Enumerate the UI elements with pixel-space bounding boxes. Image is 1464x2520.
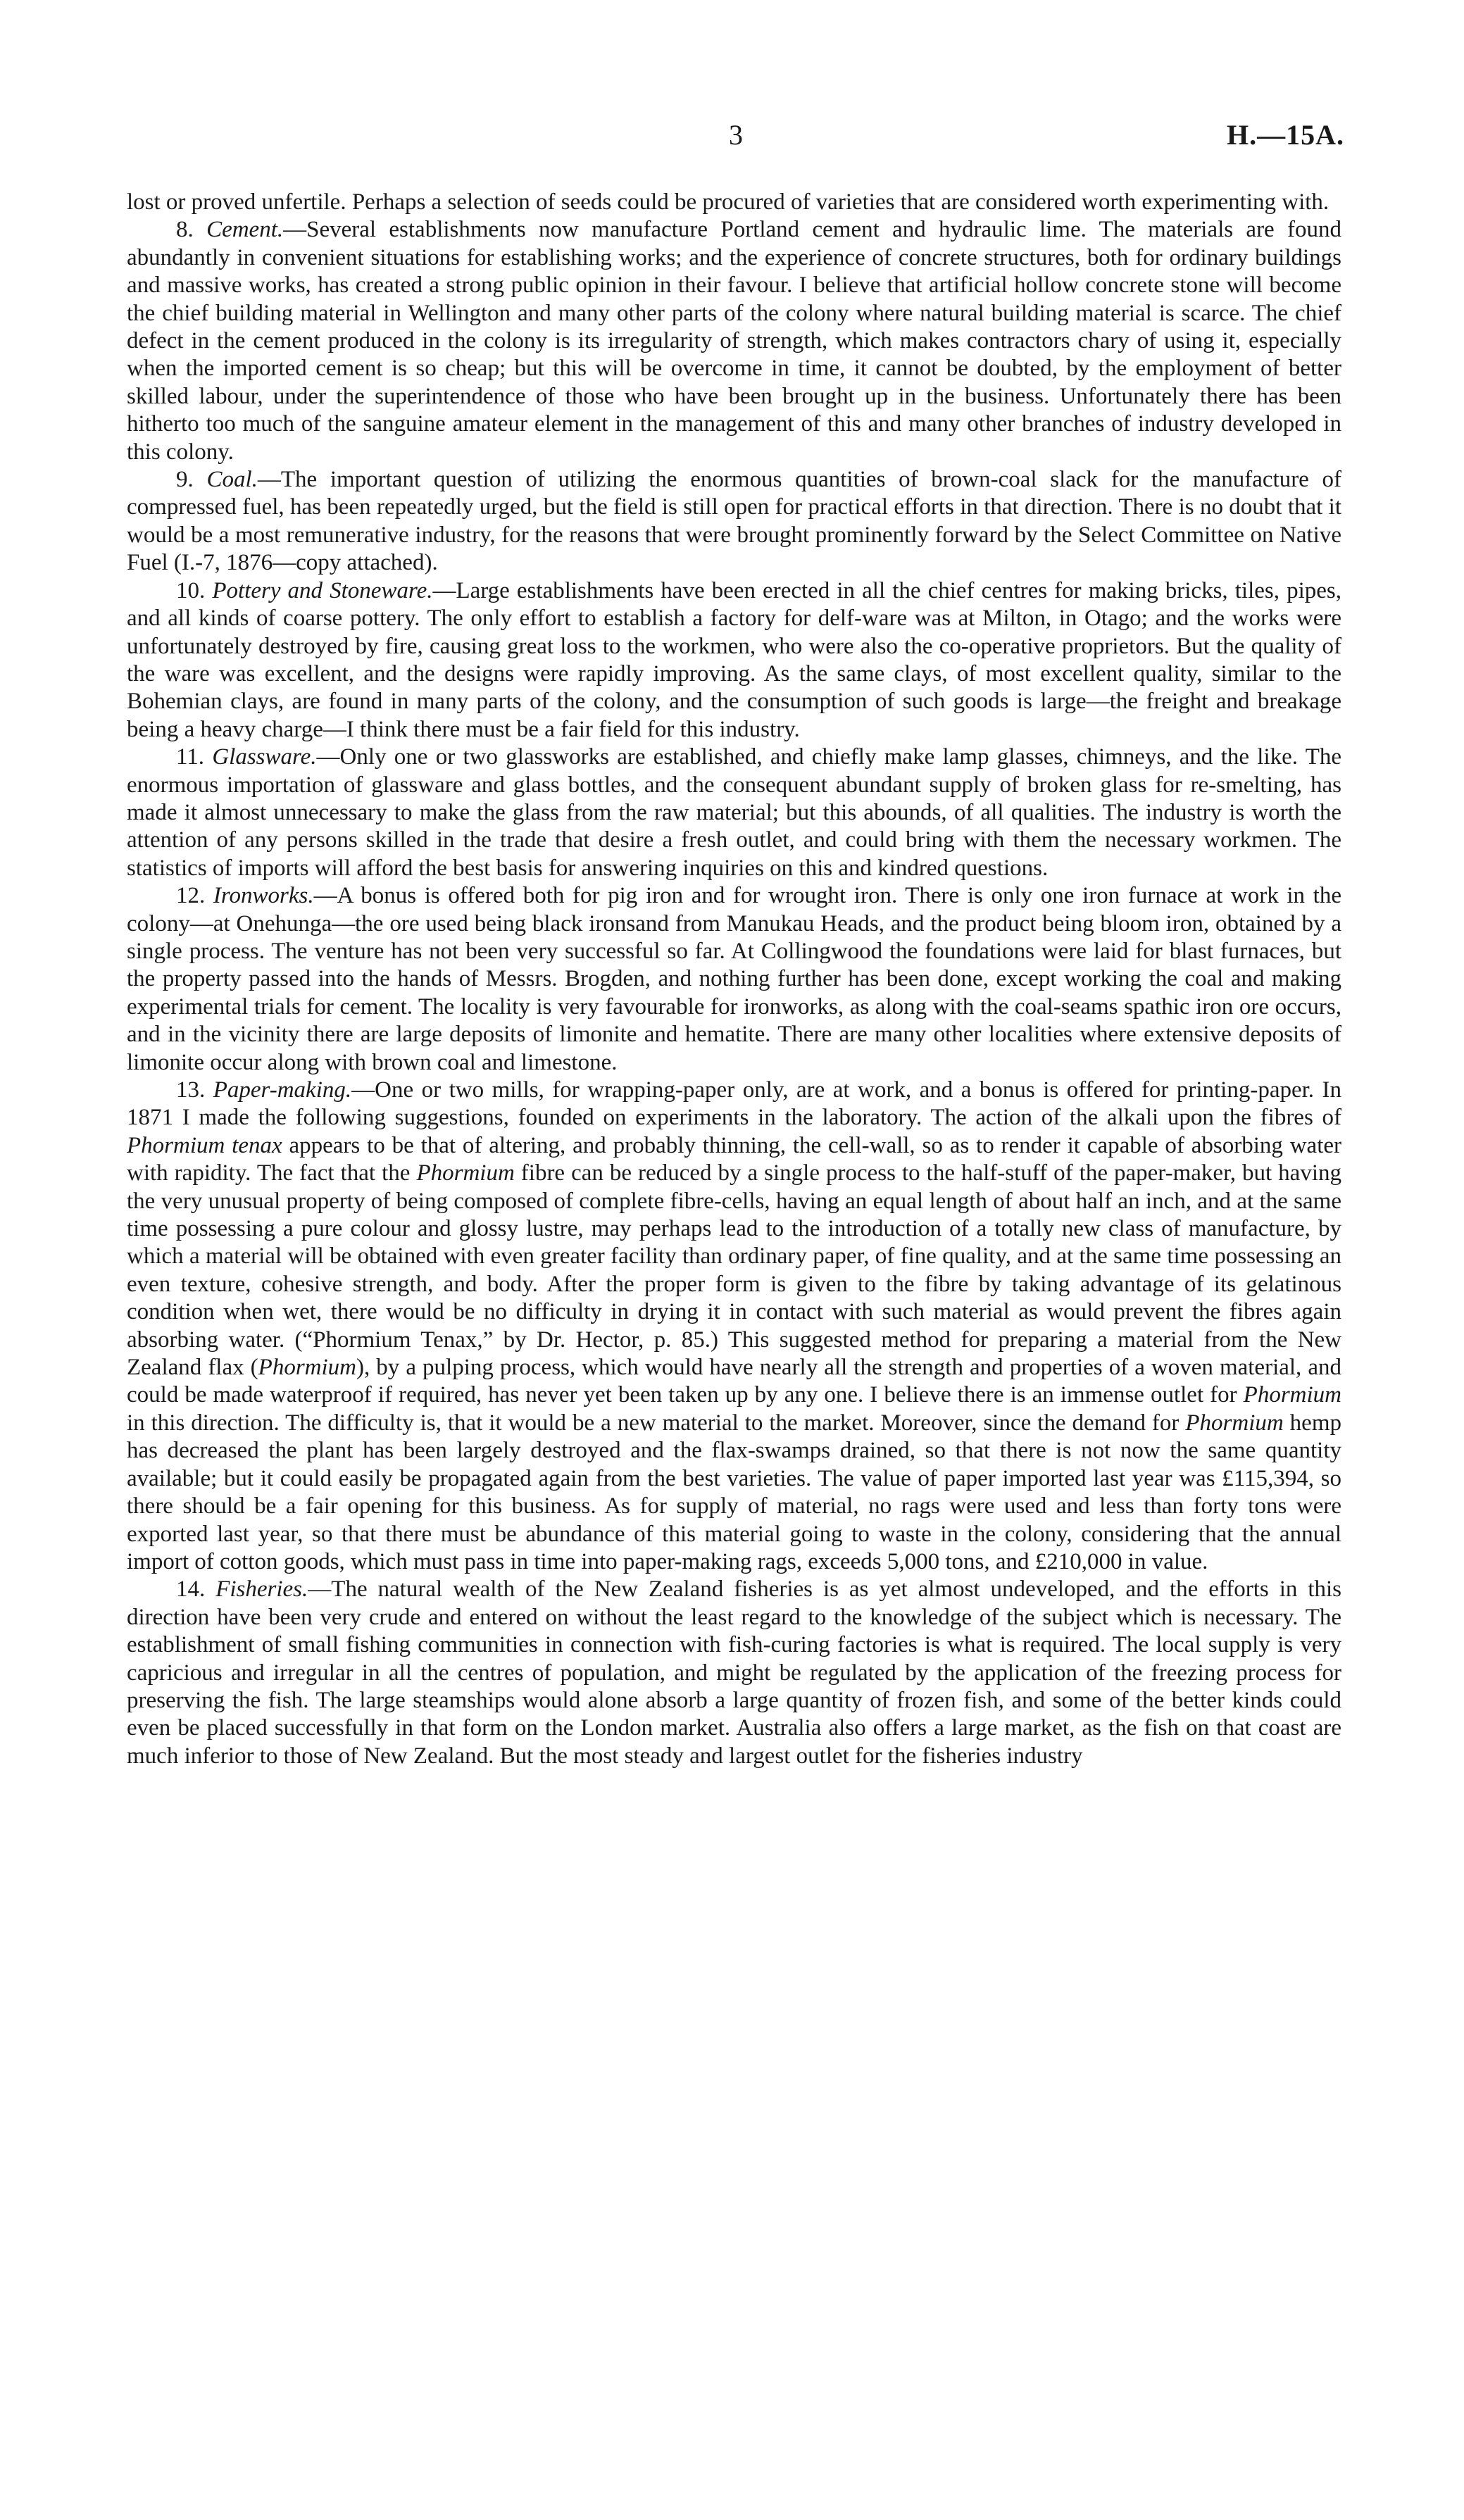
section-text: hemp has decreased the plant has been largely destroyed and the flax-swamps drained, so that there is not now the same quantity available; but it could easily be propagated again from the best varieties. The value of paper imported last year was £115,394, so there should be a fair opening for this business. As for supply of material, no rags were used and less than forty tons were exported last year, so that there must be abundance of this material going to waste in the colony, considering that the annual import of cotton goods, which must pass in time into paper-making rags, exceeds 5,000 tons, and £210,000 in value. (127, 1410, 1341, 1574)
section-text: —A bonus is offered both for pig iron and for wrought iron. There is only one iron furnace at work in the colony—at Onehunga—the ore used being black ironsand from Manukau Heads, and the product being bloom iron, obtained by a single process. The venture has not been very successful so far. At Collingwood the foundations were laid for blast furnaces, but the property passed into the hands of Messrs. Brogden, and nothing further has been done, except working the coal and making experimental trials for cement. The locality is very favourable for ironworks, as along with the coal-seams spathic iron ore occurs, and in the vicinity there are large deposits of limonite and hematite. There are many other localities where extensive deposits of limonite occur along with brown coal and limestone. (127, 883, 1342, 1075)
section-text: —The important question of utilizing the enormous quantities of brown-coal slack for the manufacture of compressed fuel, has been repeatedly urged, but the field is still open for practical efforts in that direction. There is no doubt that it would be a most remunerative industry, for the reasons that were brought prominently forward by the Select Committee on Native Fuel (I.-7, 1876—copy attached). (127, 467, 1342, 576)
section-pottery (127, 577, 1341, 744)
section-ironworks (127, 882, 1341, 1077)
section-title: Paper-making. (213, 1077, 352, 1103)
section-text: —Only one or two glassworks are established, and chiefly make lamp glasses, chimneys, and the like. The enormous importation of glassware and glass bottles, and the consequent abundant supply of broken glass for re-smelting, has made it almost unnecessary to make the glass from the raw material; but this abounds, of all qualities. The industry is worth the attention of any persons skilled in the trade that desire a fresh outlet, and could bring with them the necessary workmen. The statistics of imports will afford the best basis for answering inquiries on this and kindred questions. (127, 744, 1342, 881)
section-title: Pottery and Stoneware. (212, 577, 433, 603)
section-text: in this direction. The difficulty is, that it would be a new material to the market. Moreover, since the demand for (127, 1410, 1186, 1436)
species-name: Phormium tenax (127, 1132, 282, 1158)
section-title: Fisheries. (215, 1576, 308, 1603)
species-name: Phormium (416, 1160, 515, 1186)
section-text: fibre can be reduced by a single process to the half-stuff of the paper-maker, but having the very unusual property of being composed of complete fibre-cells, having an equal length of about half an inch, and at the same time possessing a pure colour and glossy lustre, may perhaps lead to the introduction of a totally new class of manufacture, by which a material will be obtained with even greater facility than ordinary paper, of fine quality, and at the same time possessing an even texture, cohesive strength, and body. After the proper form is given to the fibre by taking advantage of its gelatinous condition when wet, there would be no difficulty in drying it in contact with such material as would prevent the fibres again absorbing water. (“Phormium Tenax,” by Dr. Hector, p. 85.) This suggested method for preparing a material from the New Zealand flax ( (127, 1160, 1341, 1381)
section-title: Ironworks. (213, 883, 314, 909)
intro-paragraph: lost or proved unfertile. Perhaps a selection of seeds could be procured of varieties that are considered worth experimenting with. (127, 189, 1330, 215)
species-name: Phormium (1185, 1410, 1284, 1436)
section-number: 13. (176, 1077, 206, 1103)
section-text: —Large establishments have been erected in all the chief centres for making bricks, tiles, pipes, and all kinds of coarse pottery. The only effort to establish a factory for delf-ware was at Milton, in Otago; and the works were unfortunately destroyed by fire, causing great loss to the workmen, who were also the co-operative proprietors. But the quality of the ware was excellent, and the designs were rapidly improving. As the same clays, of most excellent quality, similar to the Bohemian clays, are found in many parts of the colony, and the consumption of such goods is large—the freight and breakage being a heavy charge—I think there must be a fair field for this industry. (127, 577, 1341, 742)
section-title: Glassware. (212, 744, 317, 770)
species-name: Phormium (258, 1355, 356, 1381)
section-cement (127, 216, 1341, 466)
section-number: 9. (176, 467, 194, 493)
document-reference: H.—15A. (1227, 119, 1344, 151)
species-name: Phormium (1243, 1382, 1341, 1408)
page-header (0, 118, 1464, 161)
section-title: Cement. (206, 217, 284, 243)
page-number: 3 (729, 119, 743, 151)
section-number: 12. (176, 883, 206, 909)
section-number: 10. (176, 577, 206, 603)
section-text: ), by a pulping process, which would have nearly all the strength and properties of a woven material, and could be made waterproof if required, has never yet been taken up by any one. I believe there is an immense outlet for (127, 1355, 1341, 1408)
section-text: —Several establishments now manufacture Portland cement and hydraulic lime. The materials are found abundantly in convenient situations for establishing works; and the experience of concrete structures, both for ordinary buildings and massive works, has created a strong public opinion in their favour. I believe that artificial hollow concrete stone will become the chief building material in Wellington and many other parts of the colony where natural building material is scarce. The chief defect in the cement produced in the colony is its irregularity of strength, which makes contractors chary of using it, especially when the imported cement is so cheap; but this will be overcome in time, it cannot be doubted, by the employment of better skilled labour, under the superintendence of those who have been brought up in the business. Unfortunately there has been hitherto too much of the sanguine amateur element in the management of this and many other branches of industry developed in this colony. (127, 217, 1342, 465)
body-text (127, 189, 1341, 1770)
section-paper-making (127, 1077, 1341, 1576)
section-fisheries (127, 1576, 1341, 1770)
section-number: 14. (176, 1576, 206, 1603)
section-title: Coal. (206, 467, 258, 493)
section-number: 8. (176, 217, 194, 243)
section-text: —One or two mills, for wrapping-paper only, are at work, and a bonus is offered for printing-paper. In 1871 I made the following suggestions, founded on experiments in the laboratory. The action of the alkali upon the fibres of (127, 1077, 1342, 1131)
section-text: —The natural wealth of the New Zealand fisheries is as yet almost undeveloped, and the efforts in this direction have been very crude and entered on without the least regard to the knowledge of the subject which is necessary. The establishment of small fishing communities in connection with fish-curing factories is what is required. The local supply is very capricious and irregular in all the centres of population, and might be regulated by the application of the freezing process for preserving the fish. The large steamships would alone absorb a large quantity of frozen fish, and some of the better kinds could even be placed successfully in that form on the London market. Australia also offers a large market, as the fish on that coast are much inferior to those of New Zealand. But the most steady and largest outlet for the fisheries industry (127, 1576, 1341, 1769)
section-text: appears to be that of altering, and probably thinning, the cell-wall, so as to render it capable of absorbing water with rapidity. The fact that the (127, 1132, 1342, 1186)
section-glassware (127, 744, 1341, 882)
section-number: 11. (176, 744, 205, 770)
section-coal (127, 466, 1341, 577)
